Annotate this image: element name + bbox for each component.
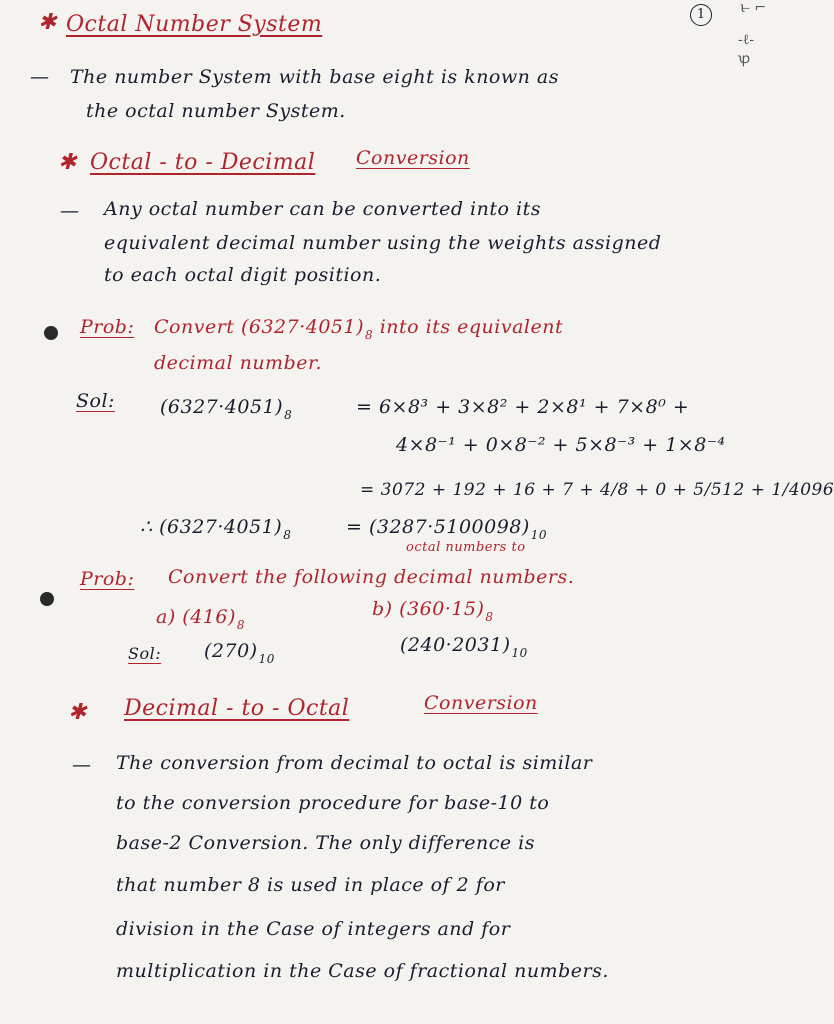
solution-sum: = 3072 + 192 + 16 + 7 + 4/8 + 0 + 5/512 + 1/4096 xyxy=(360,480,834,500)
problem-1-text: Convert $(6327\cdot 4051)_8$ into its equivalent xyxy=(154,316,564,342)
page-title: Octal Number System xyxy=(66,12,323,37)
dec-oct-line-1: The conversion from decimal to octal is similar xyxy=(116,752,593,774)
problem-1-label: Prob: xyxy=(80,316,135,338)
oct-dec-line-1: Any octal number can be converted into its xyxy=(104,198,541,220)
oct-dec-line-2: equivalent decimal number using the weights assigned xyxy=(104,232,662,254)
problem-2-part-a: a) $(416)_8$ xyxy=(156,606,246,632)
solution-lhs: $(6327\cdot 4051)_8$ xyxy=(160,396,293,422)
definition-dash: — xyxy=(30,66,50,88)
problem-1-line-2: decimal number. xyxy=(154,352,323,374)
dec-oct-line-3: base-2 Conversion. The only difference is xyxy=(116,832,535,854)
margin-mark-top: ι ̶ ⌐ xyxy=(740,0,767,16)
section-heading-octal-to-decimal: Octal - to - Decimal xyxy=(90,150,316,175)
oct-dec-dash: — xyxy=(60,200,80,222)
solution-expansion-2: 4×8⁻¹ + 0×8⁻² + 5×8⁻³ + 1×8⁻⁴ xyxy=(396,434,726,456)
margin-mark-mid: -ℓ- ꝕ xyxy=(738,32,755,67)
problem-2-text: Convert the following decimal numbers. xyxy=(168,566,575,588)
note-octal-numbers-to: octal numbers to xyxy=(406,540,526,555)
oct-dec-line-3: to each octal digit position. xyxy=(104,264,382,286)
problem-2-answer-a: $(270)_{10}$ xyxy=(204,640,275,666)
dec-oct-dash: — xyxy=(72,754,92,776)
definition-line-1: The number System with base eight is known as xyxy=(70,66,559,88)
dec-oct-line-2: to the conversion procedure for base-10 to xyxy=(116,792,550,814)
section-heading-conversion: Conversion xyxy=(356,147,470,169)
definition-line-2: the octal number System. xyxy=(86,100,346,122)
dec-oct-line-6: multiplication in the Case of fractional numbers. xyxy=(116,960,609,982)
solution-expansion-1: = 6×8³ + 3×8² + 2×8¹ + 7×8⁰ + xyxy=(356,396,690,418)
title-star-marker: ✱ xyxy=(38,10,57,35)
page-number: 1 xyxy=(690,4,712,26)
bullet-dot-1 xyxy=(44,326,58,340)
bullet-dot-2 xyxy=(40,592,54,606)
dec-oct-line-4: that number 8 is used in place of 2 for xyxy=(116,874,505,896)
section-star-marker-2: ✱ xyxy=(68,700,87,725)
section-star-marker: ✱ xyxy=(58,150,77,175)
problem-2-solution-label: Sol: xyxy=(128,644,162,663)
result-lhs: ∴ $(6327\cdot 4051)_8$ xyxy=(140,516,292,542)
problem-2-part-b: b) $(360\cdot 15)_8$ xyxy=(372,598,494,624)
result-rhs: = $(3287\cdot 5100098)_{10}$ xyxy=(346,516,548,542)
dec-oct-line-5: division in the Case of integers and for xyxy=(116,918,511,940)
problem-2-answer-b: $(240\cdot 2031)_{10}$ xyxy=(400,634,528,660)
section-heading-conversion-2: Conversion xyxy=(424,692,538,714)
problem-2-label: Prob: xyxy=(80,568,135,590)
solution-label: Sol: xyxy=(76,390,115,412)
section-heading-decimal-to-octal: Decimal - to - Octal xyxy=(124,696,350,721)
